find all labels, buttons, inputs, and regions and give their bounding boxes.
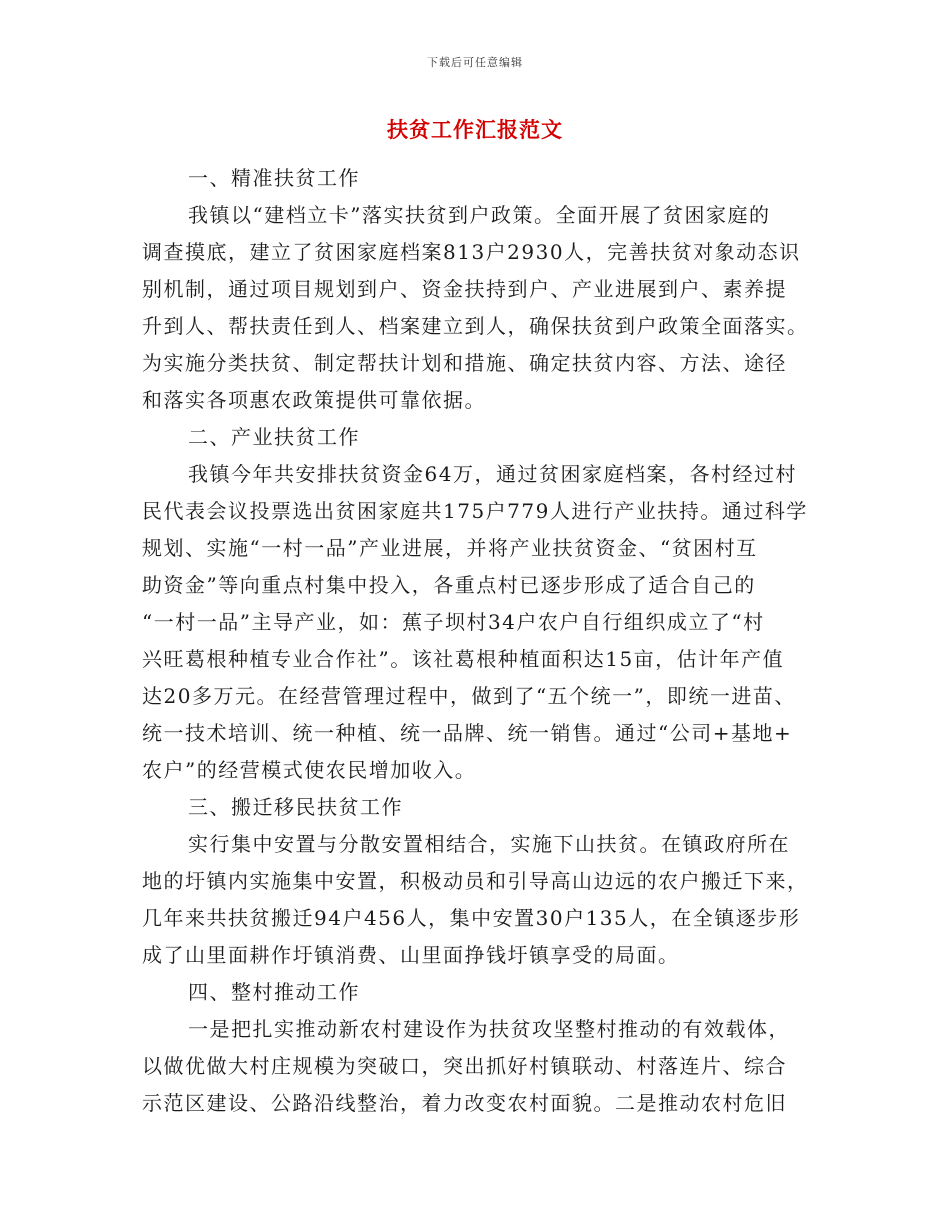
paragraph-line: 规划、实施“一村一品”产业进展，并将产业扶贫资金、“贫困村互 xyxy=(142,536,758,560)
paragraph-line: “一村一品”主导产业，如：蕉子坝村34户农户自行组织成立了“村 xyxy=(142,610,765,634)
paragraph-line: 为实施分类扶贫、制定帮扶计划和措施、确定扶贫内容、方法、途径 xyxy=(142,351,787,375)
section-paragraph xyxy=(142,197,814,419)
paragraph-line: 以做优做大村庄规模为突破口，突出抓好村镇联动、村落连片、综合 xyxy=(142,1054,787,1078)
section-heading: 二、产业扶贫工作 xyxy=(188,425,360,449)
document-body xyxy=(142,160,814,1122)
paragraph-line: 统一技术培训、统一种植、统一品牌、统一销售。通过“公司+基地+ xyxy=(142,721,793,745)
paragraph-line: 兴旺葛根种植专业合作社”。该社葛根种植面积达15亩，估计年产值 xyxy=(142,647,785,671)
section-paragraph xyxy=(142,1011,814,1122)
paragraph-line: 我镇今年共安排扶贫资金64万，通过贫困家庭档案，各村经过村 xyxy=(188,462,797,486)
paragraph-line: 民代表会议投票选出贫困家庭共175户779人进行产业扶持。通过科学 xyxy=(142,499,808,523)
paragraph-line: 一是把扎实推动新农村建设作为扶贫攻坚整村推动的有效载体， xyxy=(188,1017,790,1041)
section-heading: 四、整村推动工作 xyxy=(188,980,360,1004)
paragraph-line: 助资金”等向重点村集中投入，各重点村已逐步形成了适合自己的 xyxy=(142,573,756,597)
paragraph-line: 实行集中安置与分散安置相结合，实施下山扶贫。在镇政府所在 xyxy=(188,832,790,856)
section-heading: 三、搬迁移民扶贫工作 xyxy=(188,795,403,819)
paragraph-line: 和落实各项惠农政策提供可靠依据。 xyxy=(142,388,486,412)
page-header-note: 下载后可任意编辑 xyxy=(427,56,523,69)
paragraph-line: 成了山里面耕作圩镇消费、山里面挣钱圩镇享受的局面。 xyxy=(142,943,680,967)
section-paragraph xyxy=(142,826,814,974)
paragraph-line: 我镇以“建档立卡”落实扶贫到户政策。全面开展了贫困家庭的 xyxy=(188,203,771,227)
paragraph-line: 别机制，通过项目规划到户、资金扶持到户、产业进展到户、素养提 xyxy=(142,277,787,301)
paragraph-line: 升到人、帮扶责任到人、档案建立到人，确保扶贫到户政策全面落实。 xyxy=(142,314,809,338)
paragraph-line: 农户”的经营模式使农民增加收入。 xyxy=(142,758,477,782)
section-heading: 一、精准扶贫工作 xyxy=(188,166,360,190)
document-title: 扶贫工作汇报范文 xyxy=(387,117,563,142)
paragraph-line: 几年来共扶贫搬迁94户456人，集中安置30户135人，在全镇逐步形 xyxy=(142,906,801,930)
paragraph-line: 调查摸底，建立了贫困家庭档案813户2930人，完善扶贫对象动态识 xyxy=(142,240,801,264)
paragraph-line: 达20多万元。在经营管理过程中，做到了“五个统一”，即统一进苗、 xyxy=(142,684,796,708)
paragraph-line: 地的圩镇内实施集中安置，积极动员和引导高山边远的农户搬迁下来， xyxy=(142,869,809,893)
paragraph-line: 示范区建设、公路沿线整治，着力改变农村面貌。二是推动农村危旧 xyxy=(142,1091,787,1115)
section-paragraph xyxy=(142,456,814,789)
